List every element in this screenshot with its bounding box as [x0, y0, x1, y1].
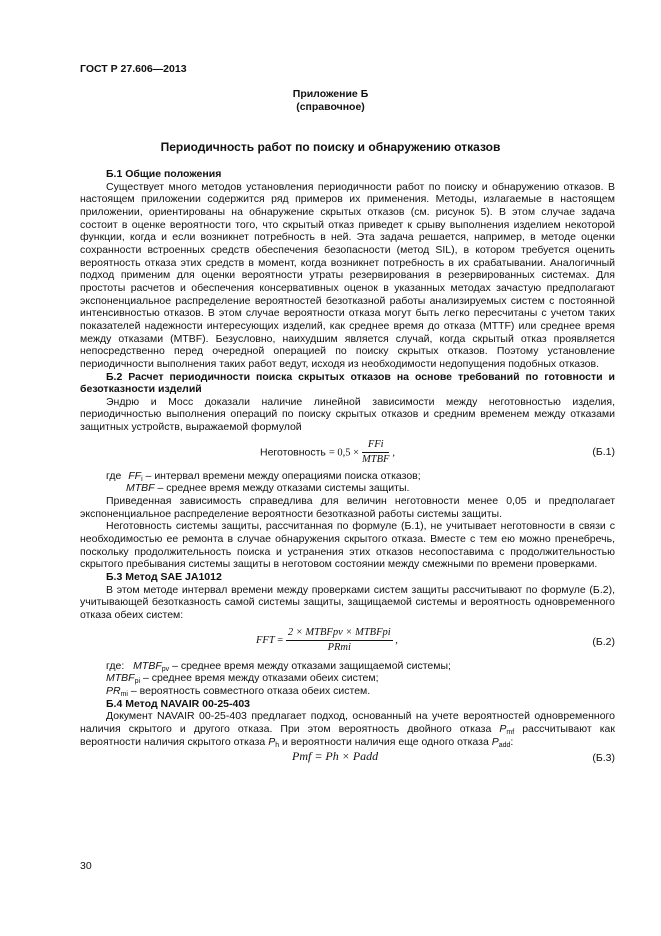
formula-b1-tail: , [392, 447, 395, 459]
standard-header: ГОСТ Р 27.606—2013 [80, 63, 187, 75]
where-b2-desc3: – вероятность совместного отказа обеих систем. [127, 684, 371, 697]
where-b2-sub1: pv [161, 665, 170, 673]
where-b2-desc1: – среднее время между отказами защищаемой системы; [169, 659, 451, 672]
section-b2-para3: Неготовность системы защиты, рассчитанная по формуле (Б.1), не учитывает неготовности в связи с необходимостью ее ремонта в случае обнаружения скрытого отказа. Вместе с тем ею можно пренебречь, поскольку продолжительность поиска и устранения этих отказов несопоставима с продолжительностью скрытого пребывания системы защиты в неготовом состоянии между смежными по времени проверками. [80, 520, 615, 571]
section-b4-sym1: P [499, 722, 507, 735]
section-b2-heading: Б.2 Расчет периодичности поиска скрытых отказов на основе требований по готовности и безотказности изделий [80, 370, 615, 396]
page-title: Периодичность работ по поиску и обнаружению отказов [160, 140, 501, 154]
where-b2-symbol3: PR [106, 684, 121, 697]
where-b2-sub2: pi [134, 678, 141, 686]
formula-b1-number: (Б.1) [592, 445, 615, 458]
section-b4-text [80, 710, 615, 748]
where-prefix: где [106, 469, 122, 482]
section-b4-sym3: P [491, 735, 499, 748]
where-b2-sub3: mi [120, 690, 128, 698]
section-b1-text: Существует много методов установления периодичности работ по поиску и обнаружению отказов. В настоящем приложении содержится ряд примеров их применения. Методы, излагаемые в настоящем приложении, ориентированы на обнаружение скрытых отказов (см. рисунок 5). В этом случае задача состоит в оценке вероятности того, что скрытый отказ приведет к срыву выполнения изделием некоторой функции, когда и если возникнет потребность в ней. Эта задача решается, например, в методе оценки сохранности встроенных средств обеспечения безопасности (метод SIL), в котором требуется оценить вероятность отказа этих средств в момент, когда возникнет потребность в их срабатывании. Аналогичный подход применим для оценки вероятности утраты резервирования в резервированных системах. Для простоты расчетов и обеспечения консервативных оценок в указанных методах зачастую предполагают экспоненциальное распределение вероятностей безотказной работы анализируемых систем с постоянной интенсивностью отказов. В этом случае вероятности отказа могут быть легко пересчитаны с учетом таких показателей надежности интересующих изделий, как среднее время до отказа (MTTF) или среднее время между отказами (MTBF). Безусловно, наихудшим является случай, когда скрытый отказ проявляется непосредственно перед очередной операцией по поиску скрытых отказов. Поэтому установление периодичности выполнения таких работ ведут, исходя из необходимости недопущения подобных отказов. [80, 180, 615, 370]
where-b2-line2 [80, 672, 615, 685]
section-b2-intro: Эндрю и Мосс доказали наличие линейной зависимости между неготовностью изделия, периодичностью выполнения операций по поиску скрытых отказов и средним временем между отказами защитных устройств, выражаемой формулой [80, 395, 615, 434]
formula-b3-expression: Pmf = Ph × Padd [292, 749, 379, 764]
formula-b2-denominator: PRmi [327, 641, 351, 653]
formula-b1-numerator: FFi [362, 438, 389, 453]
formula-b2-lhs: FFT [256, 634, 275, 646]
formula-b1-denominator: MTBF [361, 453, 390, 465]
section-b4-text2: рассчитывают как вероятности наличия скрытого отказа [80, 722, 615, 748]
section-b4-sub2: h [275, 741, 280, 749]
formula-b2-tail: , [395, 634, 398, 646]
appendix-title: Приложение Б [292, 88, 369, 100]
section-b3-heading: Б.3 Метод SAE JA1012 [106, 571, 222, 584]
page-number: 30 [80, 860, 92, 872]
where-b2-symbol2: MTBF [106, 672, 135, 685]
where-b1-sub: i [141, 475, 143, 483]
formula-b1-lhs: Неготовность [260, 446, 326, 459]
where-b1-line2 [80, 482, 615, 495]
formula-b1 [80, 434, 615, 470]
section-b2-para2: Приведенная зависимость справедлива для величин неготовности менее 0,05 и предполагает экспоненциальное распределение вероятности безотказной работы системы защиты. [80, 495, 615, 520]
where-b1-desc: – интервал времени между операциями поиска отказов; [142, 469, 421, 482]
section-b4-sub1: mf [506, 728, 515, 736]
document-body [80, 168, 615, 770]
formula-b1-eq: = 0,5 × [328, 447, 360, 459]
section-b3-intro: В этом методе интервал времени между проверками систем защиты рассчитывают по формуле (Б.2), учитывающей безотказность самой системы защиты, защищаемой системы и вероятность одновременного отказа обеих систем: [80, 583, 615, 621]
formula-b1-fraction [362, 438, 389, 467]
formula-b2-number: (Б.2) [592, 635, 615, 648]
formula-b2-numerator: 2 × MTBFpv × MTBFpi [286, 626, 393, 641]
section-b4-heading: Б.4 Метод NAVAIR 00-25-403 [106, 697, 251, 710]
where-b2-line1 [80, 660, 615, 673]
section-b4-text3: и вероятности наличия еще одного отказа [279, 735, 492, 748]
formula-b3 [80, 748, 615, 770]
formula-b2-fraction [286, 626, 393, 655]
where-b2-desc2: – среднее время между отказами обеих систем; [140, 672, 379, 685]
where-b1-line1 [80, 470, 615, 483]
section-b4-text4: : [510, 735, 514, 748]
appendix-subtitle: (справочное) [296, 101, 365, 113]
formula-b2 [80, 622, 615, 660]
formula-b2-eq: = [277, 634, 284, 646]
where-b2-line3 [80, 685, 615, 698]
where-b2-symbol1: MTBF [133, 659, 162, 672]
where-b2-prefix: где: [106, 659, 125, 672]
where-b1-desc2: – среднее время между отказами системы защиты. [154, 482, 410, 495]
where-b1-symbol2: MTBF [126, 482, 155, 495]
section-b4-sub3: add [498, 741, 511, 749]
section-b4-sym2: P [268, 735, 276, 748]
section-b1-heading: Б.1 Общие положения [106, 168, 222, 180]
section-b4-text1: Документ NAVAIR 00-25-403 предлагает подход, основанный на учете вероятностей одновременного наличия скрытого и другого отказа. При этом вероятность двойного отказа [80, 710, 615, 735]
formula-b3-number: (Б.3) [592, 752, 615, 765]
where-b1-symbol: FF [128, 469, 142, 482]
